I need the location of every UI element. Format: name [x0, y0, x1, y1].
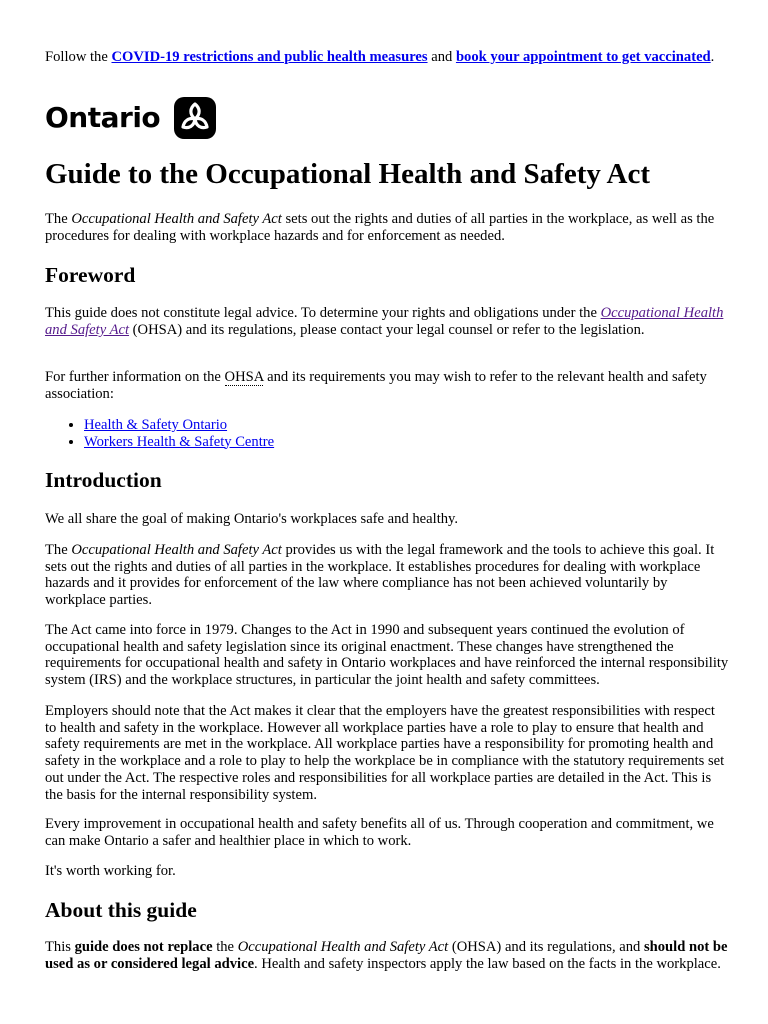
- text: sets out the rights and duties of all parties in the workplace, as well as the procedures for dealing with workplace hazards and for enforcement as needed.: [45, 211, 715, 244]
- act-name: Occupational Health and Safety Act: [45, 305, 724, 338]
- text: The: [45, 211, 72, 227]
- emphasis: guide does not replace: [74, 939, 213, 955]
- introduction-paragraph-1: We all share the goal of making Ontario's workplaces safe and healthy.: [45, 511, 459, 527]
- act-name: Occupational Health and Safety Act: [71, 211, 282, 227]
- text: This guide does not constitute legal advice. To determine your rights and obligations under the: [45, 305, 601, 321]
- emphasis: should not be used as or considered legal advice: [45, 939, 728, 972]
- text: and its requirements you may wish to refer to the relevant health and safety association:: [45, 369, 707, 402]
- text: (OHSA) and its regulations, please contact your legal counsel or refer to the legislation.: [129, 321, 645, 338]
- text: the: [212, 939, 238, 955]
- list-item: [84, 434, 768, 451]
- act-name: Occupational Health and Safety Act: [237, 939, 449, 955]
- ohsa-abbreviation[interactable]: OHSA: [224, 369, 264, 385]
- foreword-paragraph-2: [45, 369, 729, 402]
- health-safety-ontario-link[interactable]: Health & Safety Ontario: [84, 417, 228, 433]
- text: This: [45, 939, 75, 955]
- about-guide-heading: About this guide: [45, 898, 197, 922]
- covid-banner: [45, 49, 729, 66]
- ontario-logo-link[interactable]: [45, 97, 285, 139]
- foreword-heading: Foreword: [45, 263, 136, 287]
- book-vaccine-link[interactable]: book your appointment to get vaccinated: [455, 49, 711, 65]
- act-name: Occupational Health and Safety Act: [71, 542, 282, 558]
- association-links-list: [45, 417, 768, 450]
- text: . Health and safety inspectors apply the law based on the facts in the workplace.: [254, 955, 721, 972]
- banner-text: .: [710, 49, 715, 65]
- text: The: [45, 542, 72, 558]
- ontario-wordmark: Ontario: [45, 101, 161, 134]
- text: (OHSA) and its regulations, and: [448, 939, 644, 955]
- page-title: Guide to the Occupational Health and Safety Act: [45, 158, 650, 190]
- about-guide-paragraph: [45, 939, 729, 972]
- text: provides us with the legal framework and the tools to achieve this goal. It sets out the rights and duties of all parties in the workplace. It establishes procedures for dealing with workplace hazards and it provides for enforcement of the law where compliance has not been achieved voluntarily by workplace parties.: [45, 542, 715, 609]
- introduction-paragraph-4: Employers should note that the Act makes it clear that the employers have the greatest responsibilities with respect to health and safety in the workplace. However all workplace parties have a role to play to ensure that health and safety requirements are met in the workplace. All workplace parties have a responsibility for promoting health and safety in the workplace and a role to play to help the workplace be in compliance with the statutory requirements set out under the Act. The respective roles and responsibilities for all workplace parties are detailed in the Act. This is the basis for the internal responsibility system.: [45, 703, 725, 803]
- covid-restrictions-link[interactable]: COVID-19 restrictions and public health measures: [111, 49, 428, 65]
- foreword-paragraph-1: [45, 305, 729, 338]
- intro-lead-paragraph: [45, 211, 729, 244]
- introduction-paragraph-5: Every improvement in occupational health and safety benefits all of us. Through cooperation and commitment, we can make Ontario a safer and healthier place in which to work.: [45, 816, 714, 849]
- workers-health-safety-centre-link[interactable]: Workers Health & Safety Centre: [84, 433, 275, 450]
- text: For further information on the: [45, 369, 225, 385]
- banner-text: Follow the: [45, 49, 112, 65]
- introduction-paragraph-6: It's worth working for.: [45, 863, 176, 879]
- ontario-trillium-logo-icon: [174, 97, 216, 139]
- banner-text: and: [427, 49, 456, 65]
- list-item: [84, 417, 768, 434]
- introduction-paragraph-3: The Act came into force in 1979. Changes to the Act in 1990 and subsequent years continued the evolution of occupational health and safety legislation since its original enactment. These changes have strengthened the requirements for occupational health and safety in Ontario workplaces and have reinforced the internal responsibility system (IRS) and the workplace structures, in particular the joint health and safety committees.: [45, 622, 729, 689]
- introduction-heading: Introduction: [45, 468, 162, 492]
- introduction-paragraph-2: [45, 542, 729, 609]
